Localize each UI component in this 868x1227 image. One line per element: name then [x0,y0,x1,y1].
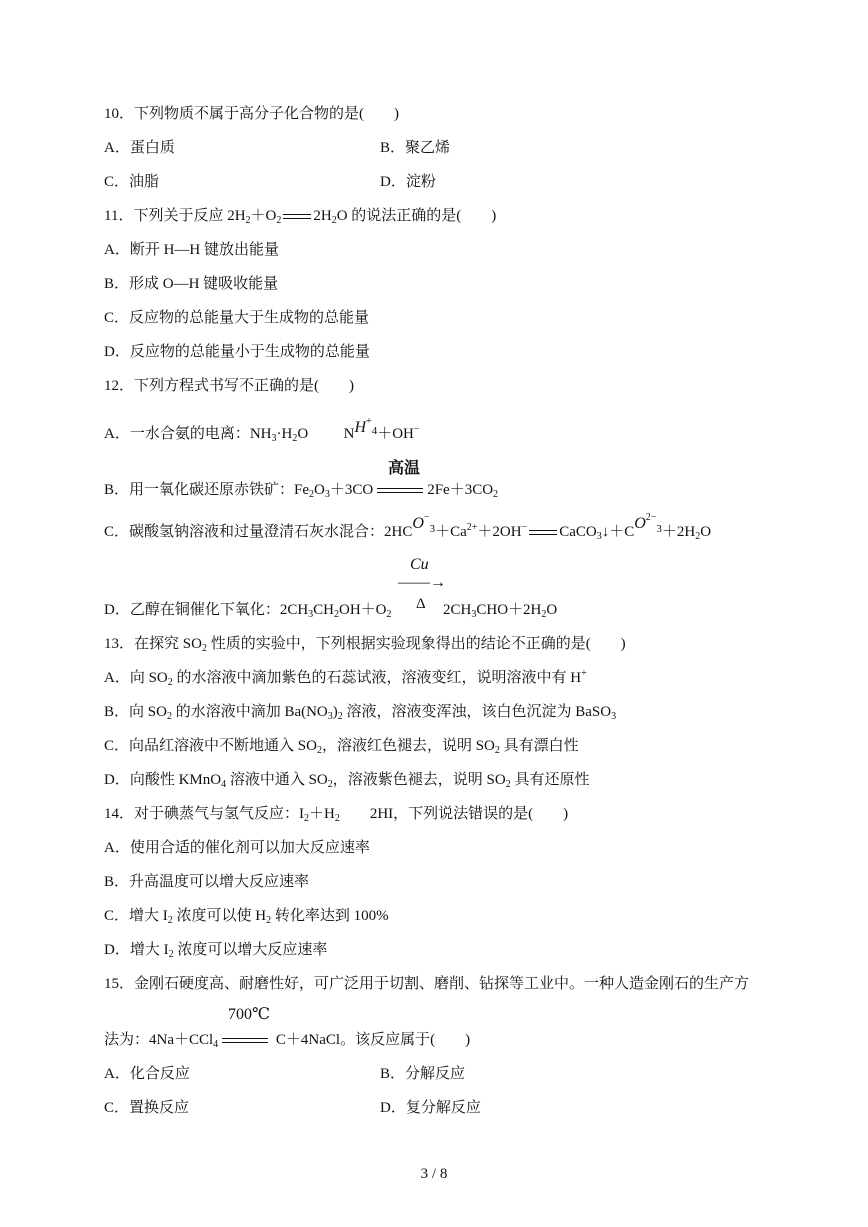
reaction-equals-sign [222,1038,268,1043]
q15-option-b: B．分解反应 [380,1066,466,1082]
q13-option-d: D．向酸性 KMnO$_4$ 溶液中通入 $SO_2$，溶液紫色褪去，说明 $SO_2$ 具有还原性 [104,772,590,790]
q15-stem-line1: 15．金刚石硬度高、耐磨性好，可广泛用于切割、磨削、钻探等工业中。一种人造金刚石的生产方 [104,976,750,992]
q14-option-b: B．升高温度可以增大反应速率 [104,874,310,890]
q12-option-d: D．乙醇在铜催化下氧化：$2CH_3CH_2OH+O_2$ $2CH_3CHO+2H_2O$ [104,602,558,620]
q15-stem-line2: 法为：4Na＋CCl$_4$ C＋4NaCl。该反应属于( ) [104,1032,471,1050]
q10-stem: 10．下列物质不属于高分子化合物的是( ) [104,106,399,122]
q14-stem: 14．对于碘蒸气与氢气反应：$I_2+H_2$ 2HI，下列说法错误的是( ) [104,806,569,824]
q15-option-d: D．复分解反应 [380,1100,481,1116]
q15-option-c: C．置换反应 [104,1100,190,1116]
q11-option-a: A．断开 H—H 键放出能量 [104,242,279,258]
q10-option-a: A．蛋白质 [104,140,175,156]
q13-option-b: B．向 $SO_2$ 的水溶液中滴加 $Ba(NO_3)_2$ 溶液，溶液变浑浊，该白色沉淀为 BaSO$_3$ [104,704,617,722]
reaction-equals-sign [377,488,423,493]
equals-sign [283,214,311,219]
q12-d-heat: Δ [416,596,426,612]
page-number: 3 / 8 [420,1166,448,1182]
q14-option-a: A．使用合适的催化剂可以加大反应速率 [104,840,370,856]
q11-stem: 11．下列关于反应 $2H_2+O_2$ $2H_2O$ 的说法正确的是( ) [104,208,497,226]
q13-option-c: C．向品红溶液中不断地通入 $SO_2$，溶液红色褪去，说明 $SO_2$ 具有漂白性 [104,738,579,756]
q14-option-c: C．增大 $I_2$ 浓度可以使 $H_2$ 转化率达到 100% [104,908,389,926]
q15-option-a: A．化合反应 [104,1066,190,1082]
equals-sign [529,530,557,535]
q10-option-c: C．油脂 [104,174,160,190]
q10-option-d: D．淀粉 [380,174,436,190]
q12-stem: 12．下列方程式书写不正确的是( ) [104,378,354,394]
q11-option-d: D．反应物的总能量小于生成物的总能量 [104,344,370,360]
q10-option-b: B．聚乙烯 [380,140,451,156]
q13-option-a: A．向 $SO_2$ 的水溶液中滴加紫色的石蕊试液，溶液变红，说明溶液中有 H+ [104,668,587,688]
q12-option-c: C．碳酸氢钠溶液和过量澄清石灰水混合：$2HCO^{-3}+Ca^{2+}+2OH^-$ $CaCO_3↓+CO^{2-3}+2H_2O$ [104,512,712,542]
q13-stem: 13．在探究 $SO_2$ 性质的实验中，下列根据实验现象得出的结论不正确的是( ) [104,636,626,654]
reaction-arrow-icon: ——→ [398,574,446,591]
q12-d-catalyst: Cu [410,556,429,573]
q15-condition: 700℃ [228,1006,270,1023]
q11-option-c: C．反应物的总能量大于生成物的总能量 [104,310,370,326]
q11-option-b: B．形成 O—H 键吸收能量 [104,276,279,292]
q12-option-a: A．一水合氨的电离：$NH_3\cdot H_2O$ $NH^{+4}+OH^-$ [104,416,420,444]
q14-option-d: D．增大 $I_2$ 浓度可以增大反应速率 [104,942,328,960]
q12-b-condition: 高温 [388,458,421,477]
q12-option-b: B．用一氧化碳还原赤铁矿：$Fe_2O_3+3CO$ $2Fe+3CO_2$ [104,482,499,500]
